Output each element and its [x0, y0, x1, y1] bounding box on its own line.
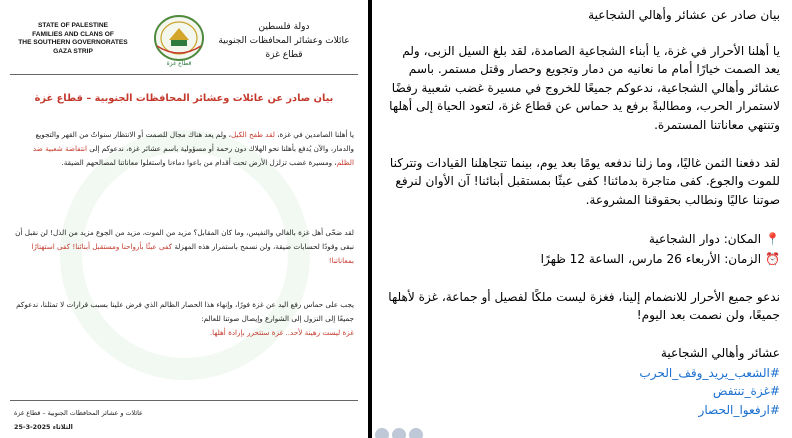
p1-text: يا أهلنا الصامدين في غزة،	[274, 130, 354, 139]
hashtag-link[interactable]: #الشعب_يريد_وقف_الحرب	[639, 366, 780, 380]
post-paragraph-1: يا أهلنا الأحرار في غزة، يا أبناء الشجاعية الصامدة، لقد بلغ السيل الزبى، ولم يعد الصمت خيارًا أمام ما نعانيه من دمار وتجويع وحصار وقتل مستمر. باسم عشائر وأهالي الشجاعية، ندعوكم جميعًا للخروج في مسيرة غضب شعبية رفضًا لاستمرار الحرب، ومطالبةً برفع يد حماس عن قطاع غزة، لتعود الحياة إلى أهلها وتنتهي معاناتنا المستمرة.	[389, 44, 780, 132]
avatar	[391, 427, 407, 438]
p3-text: يجب على حماس رفع اليد عن غزة فورًا، وإنهاء هذا الحصار الظالم الذي فرض علينا بسبب قرارات لا تمثلنا، ندعوكم جميعًا إلى النزول إلى الشوارع وإيصال صوتنا للعالم:	[16, 300, 354, 324]
post-paragraph-3: ندعو جميع الأحرار للانضمام إلينا، فغزة ليست ملكًا لفصيل أو جماعة، غزة لأهلها جميعًا، ولن نصمت بعد اليوم!	[388, 290, 780, 323]
hashtag-link[interactable]: #ارفعوا_الحصار	[698, 402, 780, 417]
letter-footer-signature: عائلات و عشائر المحافظات الجنوبية – قطاع غزة	[14, 409, 143, 417]
p2-highlight: كفى عبثًا بأرواحنا ومستقبل أبنائنا! كفى استهتارًا بمعاناتنا!	[31, 242, 354, 266]
letterhead-ar-line: عائلات وعشائر المحافظات الجنوبية	[218, 36, 350, 46]
p1-text: ، ومسيرة غضب تزلزل الأرض تحت أقدام من باعوا دماءنا واستغلوا معاناتنا لمصالحهم الضيقة.	[61, 158, 337, 168]
logo-caption: قطاع غزة	[166, 60, 192, 67]
letterhead-en-line: THE SOUTHERN GOVERNORATES	[18, 39, 128, 47]
clan-statement-letter	[0, 0, 368, 438]
post-time-line	[384, 250, 780, 268]
footer-divider	[10, 400, 358, 401]
letter-paragraph-1	[14, 128, 354, 171]
post-title: بيان صادر عن عشائر وأهالي الشجاعية	[588, 8, 780, 22]
p1-text: ، ولم يعد هناك مجال للصمت أو الانتظار سنواتٌ من القهر والتجويع والدمار، والآن يُدفع بأهلنا نحو الهلاك دون رحمة أو مسؤولية باسم عشائر غزة، ندعوكم إلى	[35, 130, 354, 154]
p2-text: لقد ضحّى أهل غزة بالغالي والنفيس، وما كان المقابل؟ مزيد من الموت، مزيد من الجوع مزيد من الذل! لن نقبل أن نبقى وقودًا لحسابات ضيقة، ولن نسمح باستمرار هذه المهزلة	[15, 228, 354, 252]
hashtag-list	[384, 364, 780, 419]
letter-footer-date: الثلاثاء 2025-3-25	[14, 423, 73, 431]
letter-paragraph-3	[14, 298, 354, 341]
post-place: المكان: دوار الشجاعية	[648, 232, 762, 246]
clans-logo	[147, 12, 211, 68]
letterhead-arabic	[214, 20, 354, 62]
post-place-line	[384, 230, 780, 248]
letterhead-english	[14, 22, 132, 56]
avatar	[408, 427, 424, 438]
social-post	[372, 0, 792, 438]
pin-icon: 📍	[764, 232, 780, 246]
letter-title: بيان صادر عن عائلات وعشائر المحافظات الجنوبية – قطاع غزة	[34, 93, 334, 104]
post-signature: عشائر وأهالي الشجاعية	[660, 346, 780, 360]
letterhead-en-line: GAZA STRIP	[53, 47, 93, 55]
letter-paragraph-2	[14, 226, 354, 269]
reaction-avatars[interactable]	[374, 427, 424, 438]
letterhead-ar-line: قطاع غزة	[265, 50, 303, 60]
letterhead-ar-line: دولة فلسطين	[258, 22, 310, 32]
p1-highlight: انتفاضة شعبية ضد الظلم	[32, 144, 354, 168]
p1-highlight: لقد طفح الكيل	[230, 130, 275, 139]
post-paragraph-2: لقد دفعنا الثمن غاليًا، وما زلنا ندفعه يومًا بعد يوم، بينما تتجاهلنا القيادات وتتركنا للموت والجوع. كفى متاجرة بدمائنا! كفى عبثًا بمستقبل أبنائنا! آن الأوان لنرفع صوتنا عاليًا ونطالب بحقوقنا المشروعة.	[389, 156, 780, 207]
hashtag-link[interactable]: #غزة_تنتفض	[712, 384, 780, 399]
letterhead-en-line: STATE OF PALESTINE	[38, 22, 108, 29]
post-time: الزمان: الأربعاء 26 مارس، الساعة 12 ظهرًا	[540, 252, 762, 266]
p3-highlight: غزة ليست رهينة لأحد.. غزة ستتحرر بإرادة أهلها.	[209, 328, 354, 338]
letterhead-en-line: FAMILIES AND CLANS OF	[32, 30, 114, 38]
header-divider	[10, 74, 358, 75]
alarm-clock-icon: ⏰	[764, 252, 780, 266]
avatar	[374, 427, 390, 438]
